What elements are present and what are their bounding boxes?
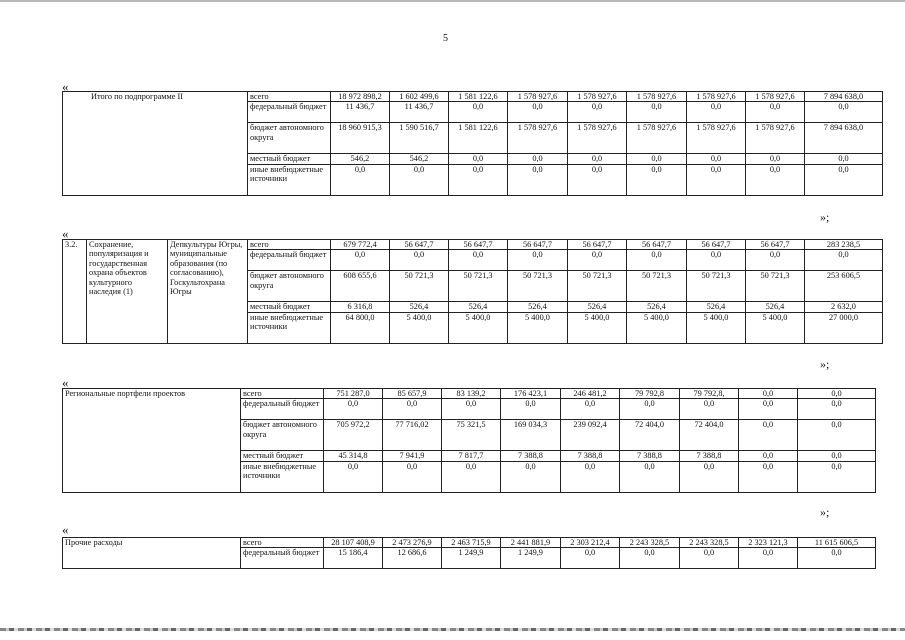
- source-label: федеральный бюджет: [248, 102, 331, 123]
- cell: 0,0: [680, 548, 739, 569]
- cell: 2 632,0: [805, 302, 883, 312]
- source-label: бюджет автономного округа: [248, 271, 331, 302]
- table-row: [63, 92, 883, 102]
- page-number: 5: [443, 33, 448, 44]
- cell: 0,0: [746, 154, 805, 164]
- cell: 56 647,7: [627, 240, 687, 250]
- cell: 0,0: [739, 451, 798, 461]
- cell: 1 578 927,6: [508, 92, 568, 102]
- cell: 0,0: [627, 102, 687, 123]
- cell: 2 243 328,5: [620, 538, 680, 548]
- table-cultural-heritage: [62, 239, 883, 344]
- cell: 0,0: [508, 250, 568, 271]
- cell: 0,0: [383, 461, 442, 492]
- cell: 0,0: [324, 461, 383, 492]
- open-quote-1: «: [62, 79, 69, 94]
- cell: 526,4: [568, 302, 627, 312]
- cell: 0,0: [449, 164, 508, 195]
- cell: 526,4: [390, 302, 449, 312]
- source-label: всего: [248, 92, 331, 102]
- cell: 0,0: [568, 102, 627, 123]
- cell: 1 578 927,6: [627, 92, 687, 102]
- source-label: местный бюджет: [248, 302, 331, 312]
- cell: 0,0: [568, 164, 627, 195]
- cell: 0,0: [508, 102, 568, 123]
- cell: 18 972 898,2: [331, 92, 390, 102]
- open-quote-3: «: [62, 375, 69, 390]
- table-row: [63, 538, 876, 548]
- cell: 0,0: [561, 548, 620, 569]
- close-quote-2: »;: [820, 357, 830, 371]
- cell: 27 000,0: [805, 312, 883, 343]
- cell: 546,2: [390, 154, 449, 164]
- cell: 5 400,0: [627, 312, 687, 343]
- close-quote-3: »;: [820, 505, 830, 519]
- cell: 1 578 927,6: [746, 123, 805, 154]
- cell: 1 578 927,6: [568, 92, 627, 102]
- cell: 50 721,3: [687, 271, 746, 302]
- cell: 526,4: [746, 302, 805, 312]
- cell: 526,4: [627, 302, 687, 312]
- row-label: Региональные портфели проектов: [63, 389, 241, 493]
- cell: 50 721,3: [508, 271, 568, 302]
- cell: 0,0: [561, 461, 620, 492]
- cell: 0,0: [561, 399, 620, 420]
- cell: 0,0: [324, 399, 383, 420]
- source-label: федеральный бюджет: [248, 250, 331, 271]
- cell: 1 578 927,6: [508, 123, 568, 154]
- cell: 7 941,9: [383, 451, 442, 461]
- cell: 546,2: [331, 154, 390, 164]
- cell: 6 316,8: [331, 302, 390, 312]
- cell: 5 400,0: [390, 312, 449, 343]
- row-label: Итого по подпрограмме II: [63, 92, 248, 196]
- cell: 0,0: [449, 154, 508, 164]
- cell: 7 894 638,0: [805, 123, 883, 154]
- cell: 5 400,0: [449, 312, 508, 343]
- cell: 751 287,0: [324, 389, 383, 399]
- cell: 83 139,2: [442, 389, 501, 399]
- source-label: иные внебюджетные источники: [248, 312, 331, 343]
- cell: 0,0: [383, 399, 442, 420]
- open-quote-2: «: [62, 226, 69, 241]
- cell: 2 473 276,9: [383, 538, 442, 548]
- table-regional-portfolios: [62, 388, 876, 493]
- cell: 0,0: [739, 399, 798, 420]
- cell: 50 721,3: [449, 271, 508, 302]
- cell: 7 817,7: [442, 451, 501, 461]
- table-other-expenses: [62, 537, 876, 569]
- cell: 2 323 121,3: [739, 538, 798, 548]
- cell: 0,0: [746, 250, 805, 271]
- cell: 0,0: [620, 461, 680, 492]
- cell: 2 463 715,9: [442, 538, 501, 548]
- cell: 239 092,4: [561, 420, 620, 451]
- cell: 0,0: [746, 102, 805, 123]
- scan-artifact-line: [0, 628, 905, 631]
- cell: 679 772,4: [331, 240, 390, 250]
- cell: 0,0: [687, 250, 746, 271]
- measure-name: Сохранение, популяризация и государственная охрана объектов культурного наследия (1): [87, 240, 168, 344]
- cell: 56 647,7: [746, 240, 805, 250]
- cell: 526,4: [508, 302, 568, 312]
- cell: 169 034,3: [501, 420, 561, 451]
- cell: 7 388,8: [620, 451, 680, 461]
- cell: 608 655,6: [331, 271, 390, 302]
- source-label: иные внебюджетные источники: [248, 164, 331, 195]
- cell: 253 606,5: [805, 271, 883, 302]
- cell: 56 647,7: [687, 240, 746, 250]
- cell: 15 186,4: [324, 548, 383, 569]
- cell: 0,0: [620, 399, 680, 420]
- cell: 0,0: [739, 420, 798, 451]
- cell: 0,0: [442, 399, 501, 420]
- cell: 526,4: [449, 302, 508, 312]
- source-label: бюджет автономного округа: [248, 123, 331, 154]
- cell: 64 800,0: [331, 312, 390, 343]
- cell: 0,0: [568, 154, 627, 164]
- cell: 79 792,8,: [680, 389, 739, 399]
- close-quote-1: »;: [820, 210, 830, 224]
- cell: 7 388,8: [561, 451, 620, 461]
- cell: 0,0: [687, 154, 746, 164]
- cell: 0,0: [442, 461, 501, 492]
- cell: 1 581 122,6: [449, 92, 508, 102]
- cell: 5 400,0: [508, 312, 568, 343]
- cell: 0,0: [449, 250, 508, 271]
- cell: 0,0: [568, 250, 627, 271]
- item-number: 3.2.: [63, 240, 87, 344]
- cell: 77 716,02: [383, 420, 442, 451]
- cell: 705 972,2: [324, 420, 383, 451]
- cell: 11 436,7: [331, 102, 390, 123]
- source-label: бюджет автономного округа: [241, 420, 324, 451]
- cell: 0,0: [798, 548, 876, 569]
- cell: 1 578 927,6: [746, 92, 805, 102]
- cell: 79 792,8: [620, 389, 680, 399]
- cell: 50 721,3: [746, 271, 805, 302]
- cell: 1 249,9: [442, 548, 501, 569]
- cell: 0,0: [627, 250, 687, 271]
- source-label: всего: [248, 240, 331, 250]
- cell: 176 423,1: [501, 389, 561, 399]
- source-label: местный бюджет: [248, 154, 331, 164]
- cell: 0,0: [798, 451, 876, 461]
- cell: 0,0: [449, 102, 508, 123]
- cell: 526,4: [687, 302, 746, 312]
- cell: 0,0: [805, 102, 883, 123]
- cell: 0,0: [739, 461, 798, 492]
- cell: 12 686,6: [383, 548, 442, 569]
- responsible-executor: Депкультуры Югры, муниципальные образования (по согласованию), Госкультохрана Югры: [168, 240, 248, 344]
- cell: 56 647,7: [508, 240, 568, 250]
- source-label: всего: [241, 389, 324, 399]
- cell: 0,0: [798, 461, 876, 492]
- cell: 0,0: [805, 250, 883, 271]
- cell: 0,0: [687, 102, 746, 123]
- source-label: иные внебюджетные источники: [241, 461, 324, 492]
- cell: 0,0: [687, 164, 746, 195]
- cell: 1 249,9: [501, 548, 561, 569]
- cell: 11 436,7: [390, 102, 449, 123]
- cell: 75 321,5: [442, 420, 501, 451]
- cell: 1 578 927,6: [687, 123, 746, 154]
- scan-top-edge: [0, 0, 905, 2]
- source-label: федеральный бюджет: [241, 548, 324, 569]
- cell: 0,0: [746, 164, 805, 195]
- cell: 50 721,3: [390, 271, 449, 302]
- cell: 0,0: [390, 250, 449, 271]
- table-row: [63, 389, 876, 399]
- cell: 1 590 516,7: [390, 123, 449, 154]
- cell: 5 400,0: [746, 312, 805, 343]
- cell: 7 388,8: [501, 451, 561, 461]
- cell: 5 400,0: [687, 312, 746, 343]
- cell: 56 647,7: [568, 240, 627, 250]
- cell: 0,0: [501, 461, 561, 492]
- source-label: федеральный бюджет: [241, 399, 324, 420]
- cell: 1 578 927,6: [687, 92, 746, 102]
- cell: 0,0: [508, 154, 568, 164]
- cell: 7 388,8: [680, 451, 739, 461]
- cell: 246 481,2: [561, 389, 620, 399]
- cell: 0,0: [680, 461, 739, 492]
- cell: 72 404,0: [680, 420, 739, 451]
- cell: 45 314,8: [324, 451, 383, 461]
- cell: 0,0: [798, 420, 876, 451]
- cell: 5 400,0: [568, 312, 627, 343]
- open-quote-4: «: [62, 522, 69, 537]
- cell: 0,0: [508, 164, 568, 195]
- cell: 2 243 328,5: [680, 538, 739, 548]
- cell: 0,0: [620, 548, 680, 569]
- cell: 2 441 881,9: [501, 538, 561, 548]
- table-subprogram-total: [62, 91, 883, 196]
- cell: 0,0: [739, 389, 798, 399]
- cell: 0,0: [805, 164, 883, 195]
- cell: 0,0: [331, 164, 390, 195]
- cell: 0,0: [627, 154, 687, 164]
- cell: 56 647,7: [390, 240, 449, 250]
- cell: 50 721,3: [627, 271, 687, 302]
- cell: 28 107 408,9: [324, 538, 383, 548]
- cell: 0,0: [805, 154, 883, 164]
- cell: 0,0: [390, 164, 449, 195]
- cell: 0,0: [627, 164, 687, 195]
- cell: 2 303 212,4: [561, 538, 620, 548]
- cell: 0,0: [739, 548, 798, 569]
- cell: 50 721,3: [568, 271, 627, 302]
- cell: 1 578 927,6: [568, 123, 627, 154]
- cell: 85 657,9: [383, 389, 442, 399]
- cell: 0,0: [331, 250, 390, 271]
- cell: 1 578 927,6: [627, 123, 687, 154]
- cell: 0,0: [798, 399, 876, 420]
- cell: 1 581 122,6: [449, 123, 508, 154]
- cell: 18 960 915,3: [331, 123, 390, 154]
- cell: 1 602 499,6: [390, 92, 449, 102]
- cell: 56 647,7: [449, 240, 508, 250]
- cell: 72 404,0: [620, 420, 680, 451]
- cell: 11 615 606,5: [798, 538, 876, 548]
- cell: 0,0: [798, 389, 876, 399]
- source-label: всего: [241, 538, 324, 548]
- source-label: местный бюджет: [241, 451, 324, 461]
- cell: 0,0: [501, 399, 561, 420]
- table-row: [63, 240, 883, 250]
- cell: 0,0: [680, 399, 739, 420]
- cell: 7 894 638,0: [805, 92, 883, 102]
- cell: 283 238,5: [805, 240, 883, 250]
- row-label: Прочие расходы: [63, 538, 241, 569]
